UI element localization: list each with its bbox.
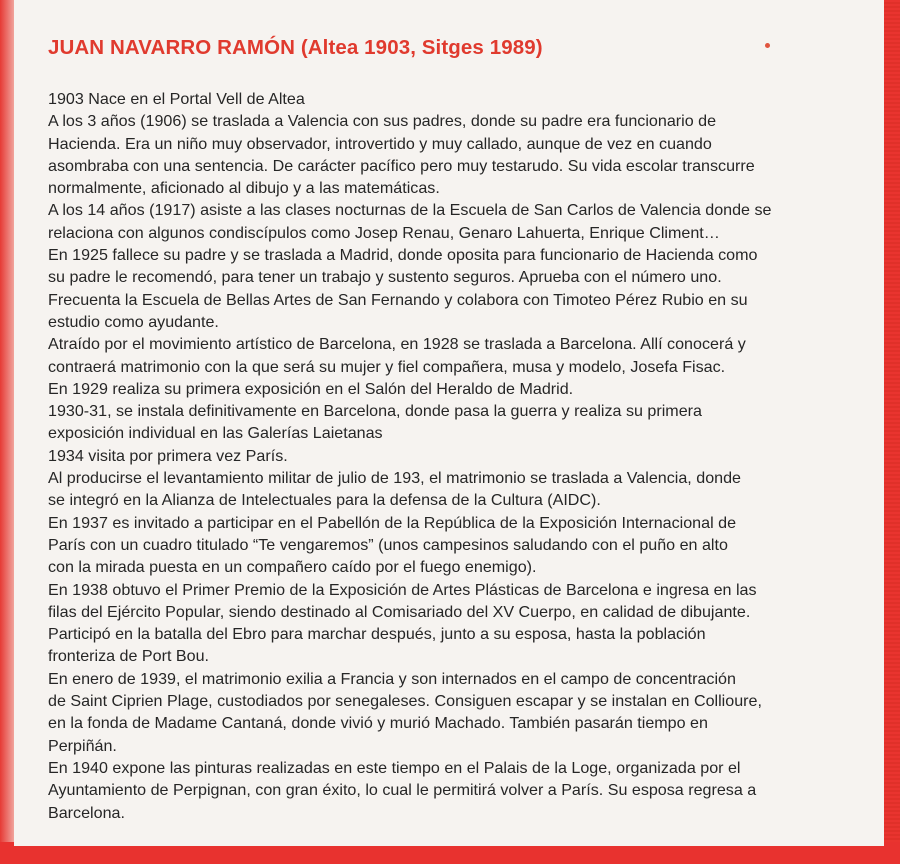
text-line: Barcelona. [48, 803, 125, 822]
text-line: fronteriza de Port Bou. [48, 647, 210, 666]
text-line: en la fonda de Madame Cantaná, donde vivió y murió Machado. También pasarán tiempo en [48, 714, 708, 733]
text-line: filas del Ejército Popular, siendo destinado al Comisariado del XV Cuerpo, en calidad de dibujante. [48, 602, 751, 621]
text-line: estudio como ayudante. [48, 312, 219, 331]
text-line: Hacienda. Era un niño muy observador, introvertido y muy callado, aunque de vez en cuando [48, 134, 712, 153]
text-line: 1934 visita por primera vez París. [48, 446, 288, 465]
text-line: se integró en la Alianza de Intelectuales para la defensa de la Cultura (AIDC). [48, 491, 601, 510]
text-line: En 1929 realiza su primera exposición en el Salón del Heraldo de Madrid. [48, 379, 574, 398]
text-line: En 1925 fallece su padre y se traslada a Madrid, donde oposita para funcionario de Hacienda como [48, 246, 758, 265]
biography-text [48, 88, 884, 824]
text-line: París con un cuadro titulado “Te vengaremos” (unos campesinos saludando con el puño en alto [48, 535, 728, 554]
text-line: con la mirada puesta en un compañero caído por el fuego enemigo). [48, 558, 537, 577]
text-line: En 1940 expone las pinturas realizadas en este tiempo en el Palais de la Loge, organizada por el [48, 758, 741, 777]
text-line: Al producirse el levantamiento militar de julio de 193, el matrimonio se traslada a Valencia, donde [48, 469, 742, 488]
text-line: A los 14 años (1917) asiste a las clases nocturnas de la Escuela de San Carlos de Valencia donde se [48, 201, 772, 220]
text-line: En enero de 1939, el matrimonio exilia a Francia y son internados en el campo de concentración [48, 669, 736, 688]
text-line: Participó en la batalla del Ebro para marchar después, junto a su esposa, hasta la población [48, 625, 706, 644]
text-line: A los 3 años (1906) se traslada a Valencia con sus padres, donde su padre era funcionario de [48, 112, 717, 131]
left-red-edge [0, 0, 14, 864]
text-line: Ayuntamiento de Perpignan, con gran éxito, lo cual le permitirá volver a París. Su esposa regresa a [48, 781, 757, 800]
text-line: contraerá matrimonio con la que será su mujer y fiel compañera, musa y modelo, Josefa Fisac. [48, 357, 726, 376]
text-line: Frecuenta la Escuela de Bellas Artes de San Fernando y colabora con Timoteo Pérez Rubio en su [48, 290, 748, 309]
text-line: exposición individual en las Galerías Laietanas [48, 424, 383, 443]
text-line: su padre le recomendó, para tener un trabajo y sustento seguros. Aprueba con el número uno. [48, 268, 722, 287]
text-line: En 1937 es invitado a participar en el Pabellón de la República de la Exposición Internacional de [48, 513, 737, 532]
page-title: JUAN NAVARRO RAMÓN (Altea 1903, Sitges 1989) [48, 36, 543, 59]
text-line: asombraba con una sentencia. De carácter pacífico pero muy testarudo. Su vida escolar transcurre [48, 156, 755, 175]
text-line: En 1938 obtuvo el Primer Premio de la Exposición de Artes Plásticas de Barcelona e ingresa en las [48, 580, 757, 599]
text-line: 1930-31, se instala definitivamente en Barcelona, donde pasa la guerra y realiza su primera [48, 402, 702, 421]
text-line: Perpiñán. [48, 736, 117, 755]
decorative-dot [765, 43, 770, 48]
document-page [14, 0, 884, 846]
right-red-edge [884, 0, 900, 864]
text-line: 1903 Nace en el Portal Vell de Altea [48, 90, 305, 108]
text-line: relaciona con algunos condiscípulos como Josep Renau, Genaro Lahuerta, Enrique Climent… [48, 223, 720, 242]
text-line: normalmente, aficionado al dibujo y a las matemáticas. [48, 179, 440, 198]
text-line: Atraído por el movimiento artístico de Barcelona, en 1928 se traslada a Barcelona. Allí conocerá y [48, 335, 746, 354]
text-line: de Saint Ciprien Plage, custodiados por senegaleses. Consiguen escapar y se instalan en Collioure, [48, 692, 762, 711]
